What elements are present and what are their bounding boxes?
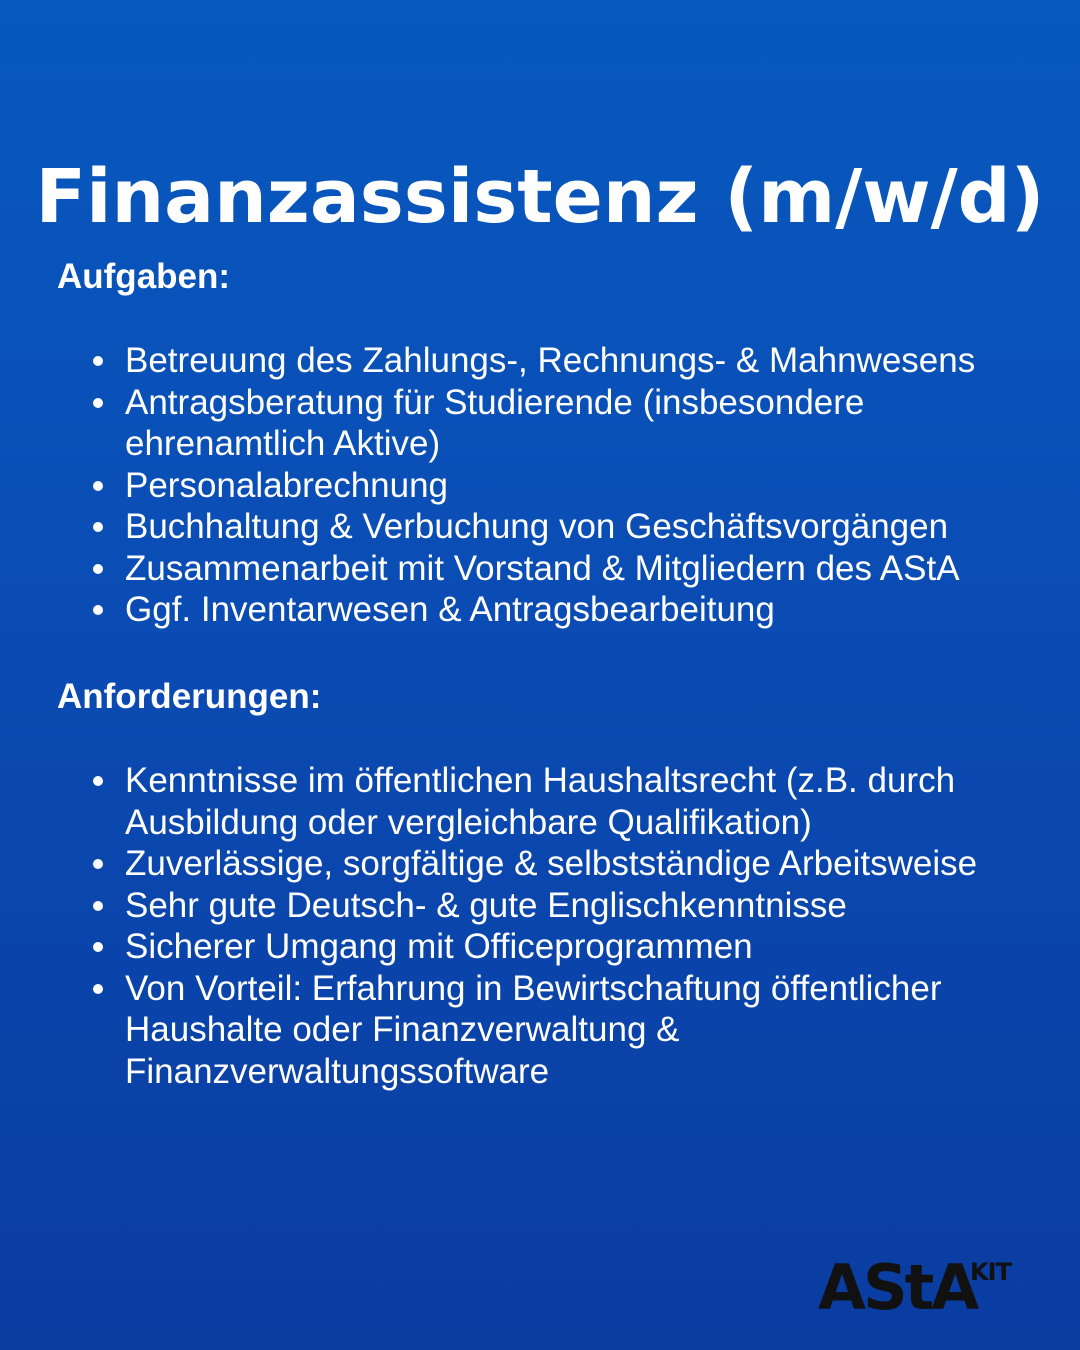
bullet-icon [93,522,103,532]
list-item-text: Zuverlässige, sorgfältige & selbstständige Arbeitsweise [125,844,978,883]
list-item-text: Zusammenarbeit mit Vorstand & Mitgliedern des AStA [125,548,960,588]
list-item-text: Von Vorteil: Erfahrung in Bewirtschaftung öffentlicher Haushalte oder Finanzverwaltung & Finanzverwaltungssoftware [125,968,942,1091]
list-item [85,760,995,843]
list-item-text: Buchhaltung & Verbuchung von Geschäftsvorgängen [125,507,949,546]
list-item-text: Kenntnisse im öffentlichen Haushaltsrecht (z.B. durch Ausbildung oder vergleichbare Qualifikation) [125,761,956,842]
bullet-icon [93,398,103,408]
list-item [85,465,1045,507]
asta-kit-logo [818,1251,1028,1325]
list-item [85,843,1045,885]
list-item-text: Sicherer Umgang mit Officeprogrammen [125,927,753,966]
list-item [85,506,1045,548]
section-heading-aufgaben: Aufgaben: [57,257,231,296]
bullet-icon [93,901,103,911]
list-item-text: Betreuung des Zahlungs-, Rechnungs- & Mahnwesens [125,341,976,380]
bullet-icon [93,942,103,952]
list-item [85,926,1045,968]
list-item [85,589,1045,631]
aufgaben-list [85,340,1045,631]
bullet-icon [93,776,103,786]
bullet-icon [93,481,103,491]
list-item [85,548,1045,590]
list-item-text: Antragsberatung für Studierende (insbesondere ehrenamtlich Aktive) [125,382,865,463]
logo-sup-text: KIT [970,1258,1011,1286]
anforderungen-list [85,760,1045,1092]
bullet-icon [93,605,103,615]
section-heading-anforderungen: Anforderungen: [57,677,322,716]
page-title: Finanzassistenz (m/w/d) [35,153,1045,240]
list-item-text: Personalabrechnung [125,465,449,505]
list-item-text: Ggf. Inventarwesen & Antragsbearbeitung [125,590,775,629]
list-item [85,885,1045,927]
bullet-icon [93,984,103,994]
bullet-icon [93,564,103,574]
list-item [85,382,895,465]
logo-main-text: AStA [818,1251,977,1324]
list-item [85,340,1045,382]
bullet-icon [93,859,103,869]
list-item-text: Sehr gute Deutsch- & gute Englischkenntnisse [125,885,847,925]
bullet-icon [93,356,103,366]
list-item [85,968,995,1093]
